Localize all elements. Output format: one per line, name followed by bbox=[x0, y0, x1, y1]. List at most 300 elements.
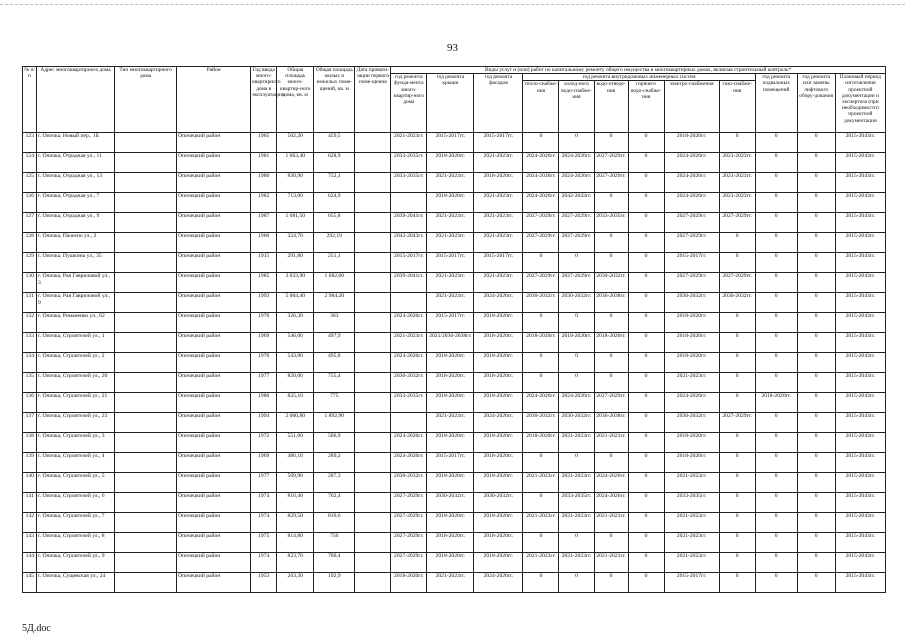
foundation-cell: 2033-2035гг. bbox=[391, 173, 427, 193]
gas-cell: 0 bbox=[719, 453, 755, 473]
district-cell: Опочецкий район bbox=[177, 333, 251, 353]
basement-cell: 2018-2020гг. bbox=[755, 393, 797, 413]
total-area-cell: 551,60 bbox=[277, 433, 314, 453]
gas-cell: 2021-2023гг. bbox=[719, 193, 755, 213]
address-cell: г. Опочка, Романенко ул., 62 bbox=[37, 313, 115, 333]
header-elevator: год ремонта или замены лифтового обору-дования bbox=[797, 74, 835, 133]
living-area-cell: 775 bbox=[314, 393, 355, 413]
address-cell: г. Опочка, Строителей ул., 9 bbox=[37, 553, 115, 573]
heat-cell: 0 bbox=[523, 253, 559, 273]
elevator-cell: 0 bbox=[797, 433, 835, 453]
elevator-cell: 0 bbox=[797, 153, 835, 173]
district-cell: Опочецкий район bbox=[177, 293, 251, 313]
row-number: 136 bbox=[23, 393, 37, 413]
heat-cell: 2021-2023гг. bbox=[523, 553, 559, 573]
cold-water-cell: 2024-2026гг. bbox=[559, 153, 594, 173]
sewer-cell: 2018-2020гг. bbox=[594, 333, 628, 353]
cold-water-cell: 2024-2026гг. bbox=[559, 393, 594, 413]
address-cell: г. Опочка, Строителей ул., 3 bbox=[37, 433, 115, 453]
sewer-cell: 2030-2032гг. bbox=[594, 273, 628, 293]
facade-cell: 2018-2020гг. bbox=[474, 353, 523, 373]
privatization-cell bbox=[355, 313, 391, 333]
total-area-cell: 825,10 bbox=[277, 393, 314, 413]
roof-cell: 2021-2023гг. bbox=[427, 573, 474, 593]
basement-cell: 0 bbox=[755, 133, 797, 153]
header-year: Год ввода много-квартирного дома в эксплуатацию bbox=[251, 67, 277, 133]
hot-water-cell: 0 bbox=[628, 173, 664, 193]
facade-cell: 2018-2020гг. bbox=[474, 313, 523, 333]
facade-cell: 2024-2026гг. bbox=[474, 293, 523, 313]
row-number: 134 bbox=[23, 353, 37, 373]
sewer-cell: 0 bbox=[594, 453, 628, 473]
gas-cell: 0 bbox=[719, 353, 755, 373]
heat-cell: 0 bbox=[523, 453, 559, 473]
living-area-cell: 762,4 bbox=[314, 493, 355, 513]
house-type-cell bbox=[115, 553, 177, 573]
cold-water-cell: 0 bbox=[559, 313, 594, 333]
header-works-group: Виды услуг и (или) работ по капитальному ремонту общего имущества в многоквартирных домах, включая строительный контроль* bbox=[391, 67, 886, 74]
total-area-cell: 816,40 bbox=[277, 493, 314, 513]
house-type-cell bbox=[115, 213, 177, 233]
row-number: 145 bbox=[23, 573, 37, 593]
facade-cell: 2018-2020гг. bbox=[474, 453, 523, 473]
electric-cell: 2033-2035гг. bbox=[664, 493, 719, 513]
district-cell: Опочецкий район bbox=[177, 453, 251, 473]
roof-cell: 2030-2032гг. bbox=[427, 493, 474, 513]
sewer-cell: 0 bbox=[594, 233, 628, 253]
gas-cell: 2030-2032гг. bbox=[719, 293, 755, 313]
total-area-cell: 3 033,90 bbox=[277, 273, 314, 293]
roof-cell: 2018-2020гг. bbox=[427, 373, 474, 393]
hot-water-cell: 0 bbox=[628, 253, 664, 273]
address-cell: г. Опочка, Рая Гавриловой ул., 3 bbox=[37, 273, 115, 293]
total-area-cell: 820,00 bbox=[277, 373, 314, 393]
gas-cell: 0 bbox=[719, 333, 755, 353]
gas-cell: 2021-2023гг. bbox=[719, 153, 755, 173]
address-cell: г. Опочка, Строителей ул., 8 bbox=[37, 533, 115, 553]
living-area-cell: 289,2 bbox=[314, 453, 355, 473]
table-row bbox=[23, 433, 886, 453]
row-number: 126 bbox=[23, 193, 37, 213]
elevator-cell: 0 bbox=[797, 553, 835, 573]
header-hot-water: горячего водо-снабже-ния bbox=[628, 81, 664, 133]
district-cell: Опочецкий район bbox=[177, 313, 251, 333]
district-cell: Опочецкий район bbox=[177, 473, 251, 493]
privatization-cell bbox=[355, 293, 391, 313]
header-address: Адрес многоквартирного дома bbox=[37, 67, 115, 133]
cold-water-cell: 0 bbox=[559, 353, 594, 373]
year-cell: 1981 bbox=[251, 153, 277, 173]
basement-cell: 0 bbox=[755, 153, 797, 173]
elevator-cell: 0 bbox=[797, 533, 835, 553]
row-number: 124 bbox=[23, 153, 37, 173]
district-cell: Опочецкий район bbox=[177, 393, 251, 413]
living-area-cell: 287,3 bbox=[314, 473, 355, 493]
sewer-cell: 2027-2029гг. bbox=[594, 173, 628, 193]
table-row bbox=[23, 573, 886, 593]
privatization-cell bbox=[355, 193, 391, 213]
elevator-cell: 0 bbox=[797, 173, 835, 193]
foundation-cell: 2027-2029гг. bbox=[391, 513, 427, 533]
sewer-cell: 0 bbox=[594, 253, 628, 273]
table-row bbox=[23, 233, 886, 253]
planned-cell: 2015-2043гг. bbox=[835, 533, 885, 553]
basement-cell: 0 bbox=[755, 473, 797, 493]
electric-cell: 2024-2026гг. bbox=[664, 393, 719, 413]
total-area-cell: 326,30 bbox=[277, 313, 314, 333]
header-cold-water: холод-ного водо-снабже-ния bbox=[559, 81, 594, 133]
foundation-cell: 2024-2026гг. bbox=[391, 313, 427, 333]
table-row bbox=[23, 513, 886, 533]
privatization-cell bbox=[355, 453, 391, 473]
sewer-cell: 0 bbox=[594, 573, 628, 593]
district-cell: Опочецкий район bbox=[177, 193, 251, 213]
total-area-cell: 814,80 bbox=[277, 533, 314, 553]
heat-cell: 2030-2032гг. bbox=[523, 413, 559, 433]
living-area-cell: 506,9 bbox=[314, 433, 355, 453]
gas-cell: 0 bbox=[719, 513, 755, 533]
total-area-cell: 823,70 bbox=[277, 553, 314, 573]
cold-water-cell: 2021-2023гг. bbox=[559, 553, 594, 573]
district-cell: Опочецкий район bbox=[177, 353, 251, 373]
district-cell: Опочецкий район bbox=[177, 153, 251, 173]
planned-cell: 2015-2043гг. bbox=[835, 433, 885, 453]
basement-cell: 0 bbox=[755, 273, 797, 293]
hot-water-cell: 0 bbox=[628, 473, 664, 493]
roof-cell: 2015-2017гг. bbox=[427, 133, 474, 153]
planned-cell: 2015-2043гг. bbox=[835, 253, 885, 273]
roof-cell: 2018-2020гг. bbox=[427, 473, 474, 493]
foundation-cell: 2039-2041гг. bbox=[391, 273, 427, 293]
row-number: 144 bbox=[23, 553, 37, 573]
living-area-cell: 756 bbox=[314, 533, 355, 553]
sewer-cell: 2027-2029гг. bbox=[594, 393, 628, 413]
house-type-cell bbox=[115, 153, 177, 173]
table-row bbox=[23, 393, 886, 413]
electric-cell: 2027-2029гг. bbox=[664, 213, 719, 233]
table-row bbox=[23, 413, 886, 433]
heat-cell: 2018-2020гг. bbox=[523, 433, 559, 453]
heat-cell: 2024-2026гг. bbox=[523, 393, 559, 413]
table-body bbox=[23, 133, 886, 593]
header-district: Район bbox=[177, 67, 251, 133]
district-cell: Опочецкий район bbox=[177, 413, 251, 433]
house-type-cell bbox=[115, 433, 177, 453]
heat-cell: 2021-2023гг. bbox=[523, 473, 559, 493]
electric-cell: 2021-2023гг. bbox=[664, 533, 719, 553]
basement-cell: 0 bbox=[755, 493, 797, 513]
planned-cell: 2015-2043гг. bbox=[835, 333, 885, 353]
sewer-cell: 2024-2026гг. bbox=[594, 493, 628, 513]
row-number: 128 bbox=[23, 233, 37, 253]
address-cell: г. Опочка, Строителей ул., 2 bbox=[37, 353, 115, 373]
facade-cell: 2018-2020гг. bbox=[474, 433, 523, 453]
total-area-cell: 2 000,80 bbox=[277, 413, 314, 433]
electric-cell: 2027-2029гг. bbox=[664, 273, 719, 293]
header-total-area: Общая площадь много-квартир-ного дома, кв. м bbox=[277, 67, 314, 133]
total-area-cell: 1 081,50 bbox=[277, 213, 314, 233]
row-number: 141 bbox=[23, 493, 37, 513]
year-cell: 1969 bbox=[251, 453, 277, 473]
total-area-cell: 713,00 bbox=[277, 193, 314, 213]
elevator-cell: 0 bbox=[797, 313, 835, 333]
year-cell: 1969 bbox=[251, 333, 277, 353]
roof-cell: 2018-2020гг. bbox=[427, 533, 474, 553]
address-cell: г. Опочка, Строителей ул., 20 bbox=[37, 373, 115, 393]
address-cell: г. Опочка, Строителей ул., 7 bbox=[37, 513, 115, 533]
electric-cell: 2021-2023гг. bbox=[664, 553, 719, 573]
electric-cell: 2024-2026гг. bbox=[664, 193, 719, 213]
heat-cell: 0 bbox=[523, 133, 559, 153]
cold-water-cell: 2018-2020гг. bbox=[559, 333, 594, 353]
basement-cell: 0 bbox=[755, 453, 797, 473]
table-row bbox=[23, 533, 886, 553]
header-privatization: Дата привати-зации первого поме-щения bbox=[355, 67, 391, 133]
table-row bbox=[23, 133, 886, 153]
hot-water-cell: 0 bbox=[628, 313, 664, 333]
table-row bbox=[23, 333, 886, 353]
total-area-cell: 5 004,40 bbox=[277, 293, 314, 313]
elevator-cell: 0 bbox=[797, 253, 835, 273]
electric-cell: 2021-2023гг. bbox=[664, 373, 719, 393]
living-area-cell: 303 bbox=[314, 313, 355, 333]
house-type-cell bbox=[115, 293, 177, 313]
foundation-cell: 2039-2041гг. bbox=[391, 213, 427, 233]
hot-water-cell: 0 bbox=[628, 453, 664, 473]
cold-water-cell: 2027-2029гг. bbox=[559, 233, 594, 253]
sewer-cell: 0 bbox=[594, 313, 628, 333]
row-number: 135 bbox=[23, 373, 37, 393]
row-number: 123 bbox=[23, 133, 37, 153]
house-type-cell bbox=[115, 473, 177, 493]
gas-cell: 2027-2029гг. bbox=[719, 213, 755, 233]
cold-water-cell: 2030-2032гг. bbox=[559, 293, 594, 313]
heat-cell: 2024-2026гг. bbox=[523, 153, 559, 173]
sewer-cell: 2021-2023гг. bbox=[594, 513, 628, 533]
header-sewer: водо-отведе-ния bbox=[594, 81, 628, 133]
privatization-cell bbox=[355, 513, 391, 533]
year-cell: 1974 bbox=[251, 513, 277, 533]
living-area-cell: 495,8 bbox=[314, 353, 355, 373]
sewer-cell: 2021-2023гг. bbox=[594, 553, 628, 573]
privatization-cell bbox=[355, 333, 391, 353]
year-cell: 1970 bbox=[251, 313, 277, 333]
elevator-cell: 0 bbox=[797, 473, 835, 493]
privatization-cell bbox=[355, 373, 391, 393]
house-type-cell bbox=[115, 453, 177, 473]
planned-cell: 2015-2043гг. bbox=[835, 173, 885, 193]
address-cell: г. Опочка, Строителей ул., 5 bbox=[37, 473, 115, 493]
address-cell: г. Опочка, Рая Гавриловой ул., 9 bbox=[37, 293, 115, 313]
district-cell: Опочецкий район bbox=[177, 573, 251, 593]
privatization-cell bbox=[355, 393, 391, 413]
sewer-cell: 0 bbox=[594, 533, 628, 553]
basement-cell: 0 bbox=[755, 293, 797, 313]
year-cell: 1977 bbox=[251, 373, 277, 393]
roof-cell: 2015-2017гг. bbox=[427, 253, 474, 273]
house-type-cell bbox=[115, 393, 177, 413]
roof-cell: 2021-2023гг. bbox=[427, 273, 474, 293]
header-living-area: Общая площадь жилых и нежилых поме-щений, кв. м bbox=[314, 67, 355, 133]
address-cell: г. Опочка, Новый пер., 1Б bbox=[37, 133, 115, 153]
row-number: 125 bbox=[23, 173, 37, 193]
foundation-cell bbox=[391, 413, 427, 433]
electric-cell: 2018-2020гг. bbox=[664, 133, 719, 153]
district-cell: Опочецкий район bbox=[177, 373, 251, 393]
address-cell: г. Опочка, Сущевская ул., 24 bbox=[37, 573, 115, 593]
year-cell: 1980 bbox=[251, 393, 277, 413]
row-number: 131 bbox=[23, 293, 37, 313]
address-cell: г. Опочка, Пачеєно ул., 2 bbox=[37, 233, 115, 253]
electric-cell: 2015-2017гг. bbox=[664, 253, 719, 273]
hot-water-cell: 0 bbox=[628, 533, 664, 553]
roof-cell: 2018-2020гг. bbox=[427, 153, 474, 173]
year-cell: 1980 bbox=[251, 173, 277, 193]
basement-cell: 0 bbox=[755, 373, 797, 393]
gas-cell: 0 bbox=[719, 133, 755, 153]
elevator-cell: 0 bbox=[797, 373, 835, 393]
total-area-cell: 502,20 bbox=[277, 133, 314, 153]
sewer-cell: 2024-2026гг. bbox=[594, 473, 628, 493]
house-type-cell bbox=[115, 173, 177, 193]
gas-cell: 0 bbox=[719, 533, 755, 553]
total-area-cell: 829,50 bbox=[277, 513, 314, 533]
house-type-cell bbox=[115, 273, 177, 293]
planned-cell: 2015-2043гг. bbox=[835, 413, 885, 433]
district-cell: Опочецкий район bbox=[177, 233, 251, 253]
address-cell: г. Опочка, Строителей ул., 23 bbox=[37, 413, 115, 433]
roof-cell: 2018-2020гг. bbox=[427, 433, 474, 453]
cold-water-cell: 2021-2023гг. bbox=[559, 433, 594, 453]
year-cell: 1985 bbox=[251, 273, 277, 293]
electric-cell: 2030-2032гг. bbox=[664, 413, 719, 433]
house-type-cell bbox=[115, 233, 177, 253]
heat-cell: 0 bbox=[523, 353, 559, 373]
living-area-cell: 1 892,90 bbox=[314, 413, 355, 433]
electric-cell: 2024-2026гг. bbox=[664, 173, 719, 193]
address-cell: г. Опочка, Строителей ул., 6 bbox=[37, 493, 115, 513]
house-type-cell bbox=[115, 493, 177, 513]
table-row bbox=[23, 373, 886, 393]
district-cell: Опочецкий район bbox=[177, 513, 251, 533]
roof-cell: 2015-2017гг. bbox=[427, 313, 474, 333]
total-area-cell: 291,80 bbox=[277, 253, 314, 273]
district-cell: Опочецкий район bbox=[177, 493, 251, 513]
cold-water-cell: 2027-2029гг. bbox=[559, 273, 594, 293]
privatization-cell bbox=[355, 533, 391, 553]
header-planned: Плановый период изготовления проектной документации и экспертиза (при необходимости) проектной документации bbox=[835, 74, 885, 133]
gas-cell: 2027-2029гг. bbox=[719, 413, 755, 433]
header-num: № п/п bbox=[23, 67, 37, 133]
foundation-cell: 2015-2017гг. bbox=[391, 253, 427, 273]
heat-cell: 2027-2029гг. bbox=[523, 273, 559, 293]
hot-water-cell: 0 bbox=[628, 413, 664, 433]
electric-cell: 2018-2020гг. bbox=[664, 453, 719, 473]
district-cell: Опочецкий район bbox=[177, 433, 251, 453]
cold-water-cell: 0 bbox=[559, 253, 594, 273]
year-cell: 1987 bbox=[251, 213, 277, 233]
header-facade: год ремонта фасадов bbox=[474, 74, 523, 133]
planned-cell: 2015-2043гг. bbox=[835, 453, 885, 473]
district-cell: Опочецкий район bbox=[177, 533, 251, 553]
roof-cell: 2021-2023гг. bbox=[427, 213, 474, 233]
foundation-cell: 2024-2026гг. bbox=[391, 453, 427, 473]
basement-cell: 0 bbox=[755, 233, 797, 253]
gas-cell: 0 bbox=[719, 253, 755, 273]
total-area-cell: 263,30 bbox=[277, 573, 314, 593]
living-area-cell: 459,5 bbox=[314, 133, 355, 153]
total-area-cell: 543,80 bbox=[277, 353, 314, 373]
year-cell: 1953 bbox=[251, 573, 277, 593]
privatization-cell bbox=[355, 413, 391, 433]
year-cell: 1915 bbox=[251, 253, 277, 273]
address-cell: г. Опочка, Отрадная ул., 9 bbox=[37, 213, 115, 233]
sewer-cell: 2036-2038гг. bbox=[594, 413, 628, 433]
foundation-cell: 2024-2026гг. bbox=[391, 433, 427, 453]
sewer-cell: 2027-2029гг. bbox=[594, 153, 628, 173]
hot-water-cell: 0 bbox=[628, 573, 664, 593]
house-type-cell bbox=[115, 333, 177, 353]
foundation-cell: 2033-2035гг. bbox=[391, 393, 427, 413]
address-cell: г. Опочка, Отрадная ул., 11 bbox=[37, 153, 115, 173]
row-number: 137 bbox=[23, 413, 37, 433]
electric-cell: 2018-2020гг. bbox=[664, 313, 719, 333]
gas-cell: 0 bbox=[719, 373, 755, 393]
house-type-cell bbox=[115, 573, 177, 593]
row-number: 132 bbox=[23, 313, 37, 333]
year-cell: 1972 bbox=[251, 433, 277, 453]
table-row bbox=[23, 313, 886, 333]
facade-cell: 2018-2020гг. bbox=[474, 473, 523, 493]
privatization-cell bbox=[355, 253, 391, 273]
heat-cell: 2027-2029гг. bbox=[523, 233, 559, 253]
facade-cell: 2021-2023гг. bbox=[474, 213, 523, 233]
address-cell: г. Опочка, Строителей ул., 4 bbox=[37, 453, 115, 473]
basement-cell: 0 bbox=[755, 193, 797, 213]
year-cell: 1982 bbox=[251, 193, 277, 213]
gas-cell: 0 bbox=[719, 553, 755, 573]
hot-water-cell: 0 bbox=[628, 333, 664, 353]
foundation-cell: 2030-2032гг. bbox=[391, 373, 427, 393]
district-cell: Опочецкий район bbox=[177, 133, 251, 153]
gas-cell: 2021-2023гг. bbox=[719, 173, 755, 193]
hot-water-cell: 0 bbox=[628, 393, 664, 413]
basement-cell: 0 bbox=[755, 173, 797, 193]
living-area-cell: 624,9 bbox=[314, 193, 355, 213]
elevator-cell: 0 bbox=[797, 513, 835, 533]
facade-cell: 2021-2023гг. bbox=[474, 193, 523, 213]
facade-cell: 2030-2032гг. bbox=[474, 493, 523, 513]
facade-cell: 2018-2020гг. bbox=[474, 373, 523, 393]
planned-cell: 2015-2043гг. bbox=[835, 493, 885, 513]
living-area-cell: 2 984,20 bbox=[314, 293, 355, 313]
foundation-cell: 2042-2043гг. bbox=[391, 233, 427, 253]
electric-cell: 2018-2020гг. bbox=[664, 333, 719, 353]
district-cell: Опочецкий район bbox=[177, 273, 251, 293]
privatization-cell bbox=[355, 553, 391, 573]
heat-cell: 2024-2026гг. bbox=[523, 193, 559, 213]
row-number: 140 bbox=[23, 473, 37, 493]
foundation-cell: 2024-2026гг. bbox=[391, 353, 427, 373]
elevator-cell: 0 bbox=[797, 133, 835, 153]
electric-cell: 2030-2032гг. bbox=[664, 293, 719, 313]
foundation-cell: 2030-2032гг. bbox=[391, 473, 427, 493]
district-cell: Опочецкий район bbox=[177, 553, 251, 573]
hot-water-cell: 0 bbox=[628, 213, 664, 233]
sewer-cell: 2036-2038гг. bbox=[594, 293, 628, 313]
year-cell: 1977 bbox=[251, 473, 277, 493]
living-area-cell: 192,9 bbox=[314, 573, 355, 593]
